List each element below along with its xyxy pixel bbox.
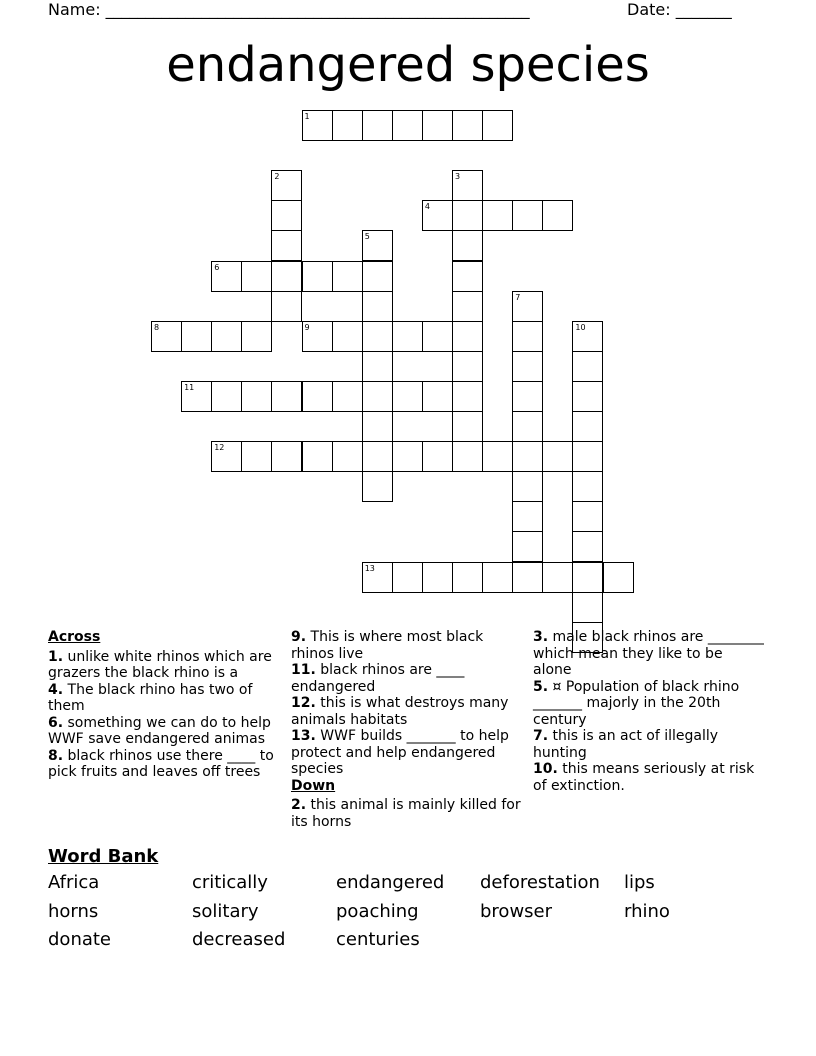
clue-number: 13: [364, 563, 375, 573]
grid-cell[interactable]: [151, 321, 182, 352]
grid-cell[interactable]: [362, 471, 393, 502]
grid-cell[interactable]: [362, 291, 393, 322]
grid-cell[interactable]: [362, 261, 393, 292]
grid-cell[interactable]: [512, 531, 543, 562]
clue-across-11: 11. black rhinos are ____ endangered: [291, 662, 465, 695]
clue-across-8: 8. black rhinos use there ____ to pick fruits and leaves off trees: [48, 747, 274, 780]
grid-cell[interactable]: [241, 261, 272, 292]
grid-cell[interactable]: [332, 261, 363, 292]
grid-cell[interactable]: [181, 381, 212, 412]
grid-cell[interactable]: [422, 441, 453, 472]
grid-cell[interactable]: [572, 321, 603, 352]
grid-cell[interactable]: [512, 562, 543, 593]
clues-column-1: [48, 629, 280, 781]
grid-cell[interactable]: [271, 291, 302, 322]
date-label: Date: _______: [627, 0, 732, 19]
word-bank-item: critically: [192, 872, 268, 893]
grid-cell[interactable]: [271, 200, 302, 231]
grid-cell[interactable]: [512, 200, 543, 231]
grid-cell[interactable]: [241, 441, 272, 472]
grid-cell[interactable]: [512, 471, 543, 502]
clue-across-13: 13. WWF builds _______ to help protect and help endangered species: [291, 728, 509, 777]
grid-cell[interactable]: [452, 230, 483, 261]
word-bank-item: Africa: [48, 872, 100, 893]
grid-cell[interactable]: [332, 441, 363, 472]
grid-cell[interactable]: [211, 441, 242, 472]
grid-cell[interactable]: [241, 321, 272, 352]
word-bank-item: browser: [480, 900, 553, 922]
clue-number: 8: [154, 322, 160, 332]
word-bank-item: deforestation: [480, 872, 600, 893]
grid-cell[interactable]: [422, 321, 453, 352]
clue-across-4: 4. The black rhino has two of them: [48, 681, 253, 714]
grid-cell[interactable]: [512, 351, 543, 382]
clue-number: 10: [575, 322, 586, 332]
grid-cell[interactable]: [452, 562, 483, 593]
grid-cell[interactable]: [392, 321, 423, 352]
grid-cell[interactable]: [271, 230, 302, 261]
grid-cell[interactable]: [271, 441, 302, 472]
clue-number: 1: [304, 112, 310, 121]
grid-cell[interactable]: [452, 200, 483, 231]
word-bank-item: centuries: [336, 929, 420, 950]
grid-cell[interactable]: [422, 110, 453, 141]
grid-cell[interactable]: [392, 562, 423, 593]
grid-cell[interactable]: [542, 200, 573, 231]
grid-cell[interactable]: [572, 351, 603, 382]
word-bank: [48, 872, 768, 958]
clue-number: 9: [304, 322, 310, 332]
clue-down-5: 5. ¤ Population of black rhino _______ majorly in the 20th century: [533, 678, 740, 728]
word-bank-item: lips: [624, 872, 655, 893]
grid-cell[interactable]: [572, 531, 603, 562]
grid-cell[interactable]: [452, 261, 483, 292]
grid-cell[interactable]: [572, 501, 603, 532]
clue-down-2: 2. this animal is mainly killed for its horns: [291, 797, 521, 830]
grid-cell[interactable]: [241, 381, 272, 412]
grid-cell[interactable]: [302, 441, 333, 472]
grid-cell[interactable]: [332, 110, 363, 141]
grid-cell[interactable]: [512, 381, 543, 412]
grid-cell[interactable]: [392, 441, 423, 472]
grid-cell[interactable]: [512, 501, 543, 532]
clue-number: 12: [214, 443, 225, 453]
grid-cell[interactable]: [572, 411, 603, 442]
clue-number: 2: [274, 172, 280, 182]
word-bank-title: Word Bank: [48, 846, 159, 867]
page-title: endangered species: [166, 37, 650, 93]
grid-cell[interactable]: [271, 170, 302, 201]
grid-cell[interactable]: [302, 381, 333, 412]
grid-cell[interactable]: [572, 441, 603, 472]
grid-cell[interactable]: [271, 261, 302, 292]
down-heading: Down: [291, 777, 336, 794]
grid-cell[interactable]: [512, 441, 543, 472]
clue-across-12: 12. this is what destroys many animals habitats: [291, 695, 509, 728]
clue-down-3: 3. male black rhinos are ________ which mean they like to be alone: [533, 629, 764, 678]
grid-cell[interactable]: [392, 110, 423, 141]
grid-cell[interactable]: [362, 381, 393, 412]
clue-down-7: 7. this is an act of illegally hunting: [533, 728, 719, 761]
word-bank-item: decreased: [192, 929, 286, 950]
grid-cell[interactable]: [452, 291, 483, 322]
word-bank-item: solitary: [192, 900, 259, 922]
grid-cell[interactable]: [302, 321, 333, 352]
grid-cell[interactable]: [392, 381, 423, 412]
grid-cell[interactable]: [512, 291, 543, 322]
grid-cell[interactable]: [422, 200, 453, 231]
clues-column-3: [533, 629, 765, 794]
across-heading: Across: [48, 629, 101, 645]
clue-across-9: 9. This is where most black rhinos live: [291, 629, 484, 662]
grid-cell[interactable]: [512, 411, 543, 442]
grid-cell[interactable]: [362, 351, 393, 382]
clue-across-1: 1. unlike white rhinos which are grazers the black rhino is a: [48, 648, 272, 681]
grid-cell[interactable]: [362, 321, 393, 352]
grid-cell[interactable]: [452, 441, 483, 472]
grid-cell[interactable]: [542, 441, 573, 472]
grid-cell[interactable]: [422, 562, 453, 593]
clue-number: 4: [424, 202, 430, 212]
grid-cell[interactable]: [452, 170, 483, 201]
grid-cell[interactable]: [452, 110, 483, 141]
grid-cell[interactable]: [362, 562, 393, 593]
word-bank-item: rhino: [624, 900, 670, 922]
clue-number: 11: [184, 382, 195, 392]
grid-cell[interactable]: [482, 562, 513, 593]
word-bank-item: endangered: [336, 872, 445, 893]
grid-cell[interactable]: [452, 411, 483, 442]
grid-cell[interactable]: [181, 321, 212, 352]
clue-down-10: 10. this means seriously at risk of extinction.: [533, 761, 755, 794]
grid-cell[interactable]: [362, 441, 393, 472]
grid-cell[interactable]: [452, 381, 483, 412]
clue-number: 6: [214, 262, 220, 272]
grid-cell[interactable]: [482, 200, 513, 231]
clue-number: 7: [515, 292, 521, 302]
name-label: Name: _____________________________________________________: [48, 0, 530, 19]
grid-cell[interactable]: [302, 261, 333, 292]
grid-cell[interactable]: [572, 381, 603, 412]
grid-cell[interactable]: [572, 471, 603, 502]
grid-cell[interactable]: [211, 321, 242, 352]
grid-cell[interactable]: [302, 110, 333, 141]
clue-number: 5: [364, 232, 370, 242]
grid-cell[interactable]: [542, 562, 573, 593]
grid-cell[interactable]: [362, 230, 393, 261]
grid-cell[interactable]: [211, 381, 242, 412]
grid-cell[interactable]: [452, 351, 483, 382]
grid-cell[interactable]: [211, 261, 242, 292]
grid-cell[interactable]: [332, 321, 363, 352]
grid-cell[interactable]: [482, 441, 513, 472]
word-bank-item: poaching: [336, 900, 419, 922]
grid-cell[interactable]: [422, 381, 453, 412]
grid-cell[interactable]: [482, 110, 513, 141]
grid-cell[interactable]: [362, 411, 393, 442]
clue-number: 3: [455, 172, 461, 182]
grid-cell[interactable]: [572, 562, 603, 593]
grid-cell[interactable]: [572, 592, 603, 623]
word-bank-item: horns: [48, 900, 99, 922]
clues-column-2: [291, 629, 523, 830]
grid-cell[interactable]: [271, 381, 302, 412]
clue-across-6: 6. something we can do to help WWF save endangered animas: [48, 714, 271, 747]
grid-cell[interactable]: [452, 321, 483, 352]
grid-cell[interactable]: [603, 562, 634, 593]
word-bank-item: donate: [48, 929, 112, 950]
grid-cell[interactable]: [332, 381, 363, 412]
grid-cell[interactable]: [362, 110, 393, 141]
grid-cell[interactable]: [512, 321, 543, 352]
